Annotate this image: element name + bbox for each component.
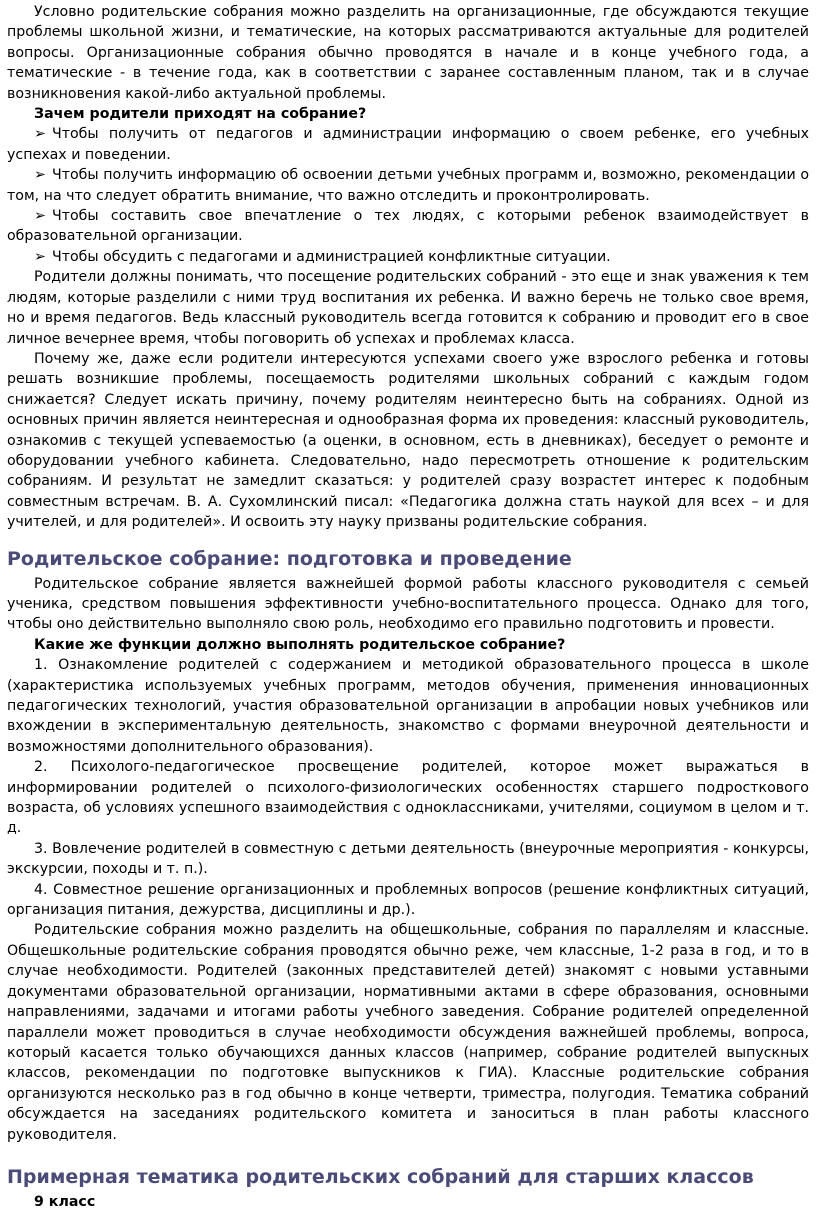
section1-question: Какие же функции должно выполнять родительское собрание? xyxy=(34,636,566,653)
bullet-item xyxy=(7,124,809,165)
section1-paragraph-2: Родительские собрания можно разделить на общешкольные, собрания по параллелям и классные. Общешкольные родительские собрания проводятся обычно реже, чем классные, 1-2 раза в год, и то в случае необходимости. Родителей (законных представителей детей) знакомят с новыми уставными документами образовательной организации, нормативными актами в сфере образования, основными направлениями, задачами и итогами работы учебного заведения. Собрание родителей определенной параллели может проводиться в случае необходимости обсуждения важнейшей проблемы, вопроса, который касается только обучающихся данных классов (например, собрание родителей выпускных классов, рекомендации по подготовке выпускников к ГИА). Классные родительские собрания организуются несколько раз в год обычно в конце четверти, триместра, полугодия. Тематика собраний обсуждается на заседаниях родительского комитета и заноситься в план работы классного руководителя. xyxy=(7,922,809,1143)
bullet-item xyxy=(7,165,809,206)
function-item-3: 3. Вовлечение родителей в совместную с детьми деятельность (внеурочные мероприятия - конкурсы, экскурсии, походы и т. п.). xyxy=(7,840,809,878)
section-heading-preparation: Родительское собрание: подготовка и проведение xyxy=(7,547,572,570)
function-item-4: 4. Совместное решение организационных и проблемных вопросов (решение конфликтных ситуаций, организация питания, дежурства, дисциплины и др.). xyxy=(7,881,809,919)
intro-paragraph-3: Почему же, даже если родители интересуются успехами своего уже взрослого ребенка и готовы решать возникшие проблемы, посещаемость родителями школьных собраний с каждым годом снижается? Следует искать причину, почему родителям неинтересно быть на собраниях. Одной из основных причин является неинтересная и однообразная форма их проведения: классный руководитель, ознакомив с текущей успеваемостью (а оценки, в основном, есть в дневниках), беседует о ремонте и оборудовании учебного кабинета. Следовательно, надо пересмотреть отношение к родительским собраниям. И результат не замедлит сказаться: у родителей сразу возрастет интерес к подобным совместным встречам. В. А. Сухомлинский писал: «Педагогика должна стать наукой для всех – и для учителей, и для родителей». И освоить эту науку призваны родительские собрания. xyxy=(7,350,809,531)
arrow-bullet-icon: ➢ xyxy=(34,167,46,184)
arrow-bullet-icon: ➢ xyxy=(34,248,46,265)
function-item-2: 2. Психолого-педагогическое просвещение родителей, которое может выражаться в информировании родителей о психолого-физиологических особенностях старшего подросткового возраста, об условиях успешного взаимодействия с одноклассниками, учителями, социумом в целом и т. д. xyxy=(7,759,809,837)
section-heading-topics: Примерная тематика родительских собраний для старших классов xyxy=(7,1165,754,1188)
intro-paragraph-1: Условно родительские собрания можно разделить на организационные, где обсуждаются текущие проблемы школьной жизни, и тематические, на которых рассматриваются актуальные для родителей вопросы. Организационные собрания обычно проводятся в начале и в конце учебного года, а тематические - в течение года, как в соответствии с заранее составленным планом, так и в случае возникновения какой-либо актуальной проблемы. xyxy=(7,4,809,102)
bullet-text: Чтобы получить от педагогов и администрации информацию о своем ребенке, его учебных успехах и поведении. xyxy=(7,126,809,163)
section1-paragraph-1: Родительское собрание является важнейшей формой работы классного руководителя с семьей ученика, средством повышения эффективности учебно-воспитательного процесса. Однако для того, чтобы оно действительно выполняло свою роль, необходимо его правильно подготовить и провести. xyxy=(7,575,809,633)
grade-label: 9 класс xyxy=(34,1193,96,1210)
arrow-bullet-icon: ➢ xyxy=(34,126,46,143)
bullet-item xyxy=(7,247,809,267)
bullet-text: Чтобы составить свое впечатление о тех людях, с которыми ребенок взаимодействует в образовательной организации. xyxy=(7,208,809,245)
function-item-1: 1. Ознакомление родителей с содержанием и методикой образовательного процесса в школе (характеристика используемых учебных программ, методов обучения, применения инновационных педагогических технологий, участия образовательной организации в апробации новых учебников или вхождении в экспериментальную деятельность, знакомство с формами внеурочной деятельности и возможностями дополнительного образования). xyxy=(7,657,809,755)
bullet-text: Чтобы получить информацию об освоении детьми учебных программ и, возможно, рекомендации о том, на что следует обратить внимание, что важно отследить и проконтролировать. xyxy=(7,167,809,204)
bullet-text: Чтобы обсудить с педагогами и администрацией конфликтные ситуации. xyxy=(52,248,611,265)
intro-paragraph-2: Родители должны понимать, что посещение родительских собраний - это еще и знак уважения к тем людям, которые разделили с ними труд воспитания их ребенка. И важно беречь не только свое время, но и время педагогов. Ведь классный руководитель всегда готовится к собранию и проводит его в свое личное вечернее время, чтобы поговорить об успехах и проблемах класса. xyxy=(7,269,809,347)
intro-question: Зачем родители приходят на собрание? xyxy=(34,106,367,123)
arrow-bullet-icon: ➢ xyxy=(34,208,46,225)
bullet-item xyxy=(7,206,809,247)
